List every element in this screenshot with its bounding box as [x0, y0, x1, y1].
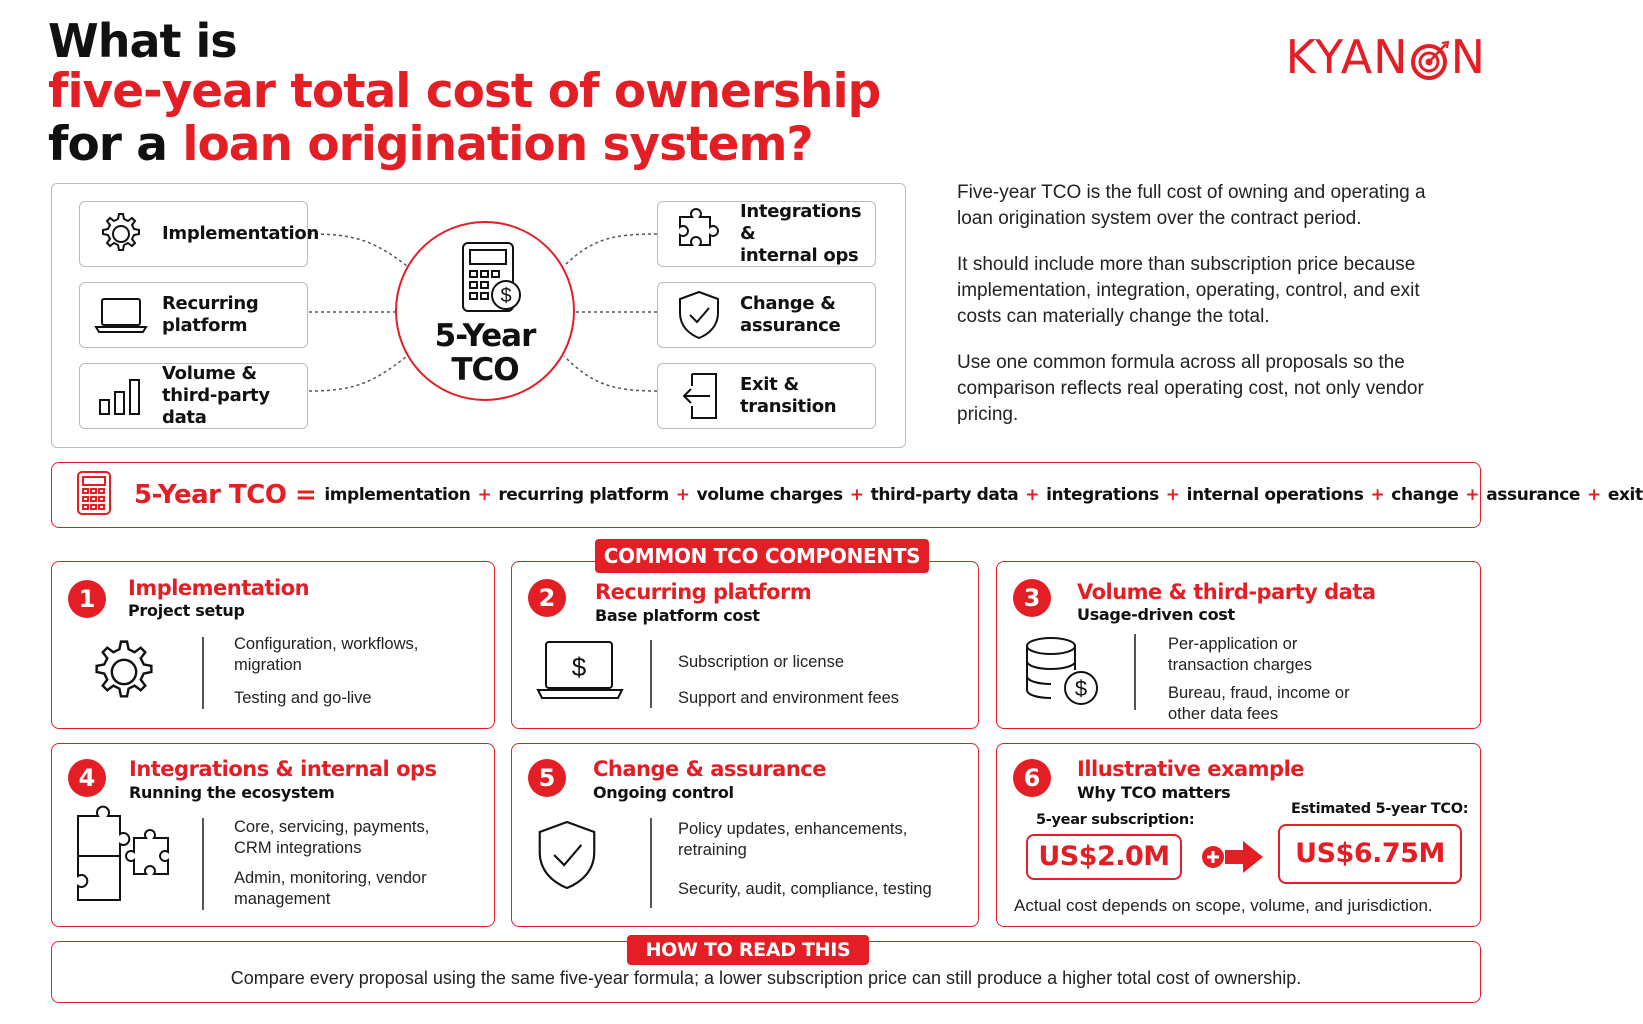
tco-value: US$6.75M	[1278, 824, 1462, 884]
bar-chart-icon	[94, 369, 148, 423]
formula-plus: +	[1025, 485, 1040, 505]
card-subtitle: Ongoing control	[593, 783, 734, 802]
formula-term: implementation	[324, 485, 471, 505]
hub-label	[397, 319, 573, 387]
card-number: 2	[528, 579, 566, 617]
card-illustrative-example	[996, 743, 1481, 927]
card-line: Security, audit, compliance, testing	[678, 880, 932, 898]
formula-term: recurring platform	[498, 485, 669, 505]
node-label: Change & assurance	[740, 293, 841, 336]
card-implementation	[51, 561, 495, 729]
card-subtitle: Running the ecosystem	[129, 783, 335, 802]
card-title: Implementation	[128, 576, 310, 600]
formula-lhs: 5-Year TCO =	[134, 480, 317, 510]
gear-icon	[86, 634, 162, 715]
formula-term: assurance	[1486, 485, 1580, 505]
card-divider	[650, 818, 652, 908]
page-title-line1: What is	[48, 14, 237, 68]
page-title-line3-red: loan origination system?	[182, 117, 813, 172]
node-implementation	[79, 201, 320, 267]
calculator-dollar-icon	[461, 241, 523, 320]
card-divider	[1134, 634, 1136, 710]
card-volume-data	[996, 561, 1481, 729]
card-subtitle: Usage-driven cost	[1077, 605, 1235, 624]
node-label: Integrations & internal ops	[740, 201, 862, 266]
formula-plus: +	[1165, 485, 1180, 505]
calculator-icon	[76, 470, 112, 521]
card-subtitle: Project setup	[128, 601, 245, 620]
node-volume-data	[79, 363, 308, 429]
card-integrations	[51, 743, 495, 927]
card-line: Bureau, fraud, income or other data fees	[1168, 684, 1350, 723]
card-divider	[202, 818, 204, 910]
card-recurring-platform	[511, 561, 979, 729]
tco-diagram	[51, 183, 906, 448]
puzzle-icon	[74, 812, 174, 909]
card-title: Integrations & internal ops	[129, 757, 437, 781]
page-title-line3-plain: for a	[48, 117, 167, 172]
tco-label: Estimated 5-year TCO:	[1291, 801, 1469, 817]
card-number: 1	[68, 580, 106, 618]
card-line: Testing and go-live	[234, 689, 372, 707]
hub-label-line1: 5-Year	[434, 318, 536, 354]
card-line: Configuration, workflows, migration	[234, 635, 419, 674]
formula-term: integrations	[1046, 485, 1159, 505]
card-number: 4	[68, 759, 106, 797]
card-subtitle: Why TCO matters	[1077, 783, 1231, 802]
gear-icon	[94, 207, 148, 261]
shield-check-icon	[672, 288, 726, 342]
node-label: Recurring platform	[162, 293, 259, 336]
card-line: Support and environment fees	[678, 689, 900, 707]
svg-text:$: $	[500, 285, 512, 307]
logo-target-icon	[1410, 37, 1450, 77]
formula-term: change	[1391, 485, 1459, 505]
card-line: Per-application or transaction charges	[1168, 635, 1312, 674]
card-number: 5	[528, 759, 566, 797]
subscription-value: US$2.0M	[1026, 834, 1182, 880]
formula-term: third-party data	[870, 485, 1019, 505]
card-title: Recurring platform	[595, 580, 812, 604]
card-number: 3	[1013, 579, 1051, 617]
formula-plus: +	[477, 485, 492, 505]
card-line: Policy updates, enhancements, retraining	[678, 820, 908, 859]
card-subtitle: Base platform cost	[595, 606, 760, 625]
formula-plus: +	[849, 485, 864, 505]
formula-terms	[324, 485, 1642, 505]
node-exit-transition	[657, 363, 876, 429]
plus-arrow-icon	[1199, 839, 1265, 880]
hub-5-year-tco	[395, 221, 575, 401]
formula-term: internal operations	[1186, 485, 1364, 505]
svg-text:$: $	[571, 652, 587, 682]
intro-paragraph-3: Use one common formula across all proposals so the comparison reflects real operating cost, not only vendor pricing.	[957, 352, 1424, 425]
formula-plus: +	[1370, 485, 1385, 505]
page-title-line2: five-year total cost of ownership	[48, 64, 881, 119]
node-label: Implementation	[162, 223, 320, 244]
exit-door-icon	[672, 369, 726, 423]
card-title: Illustrative example	[1077, 757, 1305, 781]
how-to-read-text: Compare every proposal using the same five-year formula; a lower subscription price can still produce a higher total cost of ownership.	[230, 968, 1302, 988]
example-note: Actual cost depends on scope, volume, and jurisdiction.	[1014, 896, 1433, 915]
components-ribbon: COMMON TCO COMPONENTS	[595, 539, 929, 573]
node-label: Exit & transition	[740, 374, 837, 417]
shield-check-icon	[534, 814, 600, 901]
card-line: Admin, monitoring, vendor management	[234, 869, 427, 908]
page-title-line3	[48, 117, 813, 172]
puzzle-icon	[672, 207, 726, 261]
tco-formula	[51, 462, 1643, 528]
card-divider	[650, 640, 652, 708]
database-dollar-icon	[1023, 636, 1103, 713]
formula-plus: +	[1587, 485, 1601, 505]
logo-text-right: N	[1450, 30, 1486, 84]
card-title: Change & assurance	[593, 757, 826, 781]
svg-text:$: $	[1074, 676, 1088, 701]
laptop-icon	[94, 288, 148, 342]
intro-text	[957, 180, 1437, 448]
node-change-assurance	[657, 282, 876, 348]
formula-term: exit	[1607, 485, 1643, 505]
node-label: Volume & third-party data	[162, 363, 270, 428]
card-divider	[202, 637, 204, 709]
formula-plus: +	[675, 485, 690, 505]
formula-plus: +	[1465, 485, 1480, 505]
hub-label-line2: TCO	[451, 352, 519, 388]
card-title: Volume & third-party data	[1077, 580, 1376, 604]
formula-term: volume charges	[696, 485, 843, 505]
logo-text-left: KYAN	[1285, 30, 1409, 84]
card-change-assurance	[511, 743, 979, 927]
card-line: Core, servicing, payments, CRM integrations	[234, 818, 430, 857]
subscription-label: 5-year subscription:	[1036, 812, 1195, 828]
intro-paragraph-2: It should include more than subscription price because implementation, integration, operating, control, and exit costs can materially change the total.	[957, 254, 1420, 327]
node-integrations	[657, 201, 876, 267]
card-number: 6	[1013, 759, 1051, 797]
laptop-dollar-icon	[536, 638, 624, 709]
intro-paragraph-1: Five-year TCO is the full cost of owning and operating a loan origination system over the contract period.	[957, 182, 1426, 229]
node-recurring-platform	[79, 282, 308, 348]
how-to-read-ribbon: HOW TO READ THIS	[627, 935, 869, 965]
brand-logo	[1286, 30, 1486, 84]
card-line: Subscription or license	[678, 653, 844, 671]
